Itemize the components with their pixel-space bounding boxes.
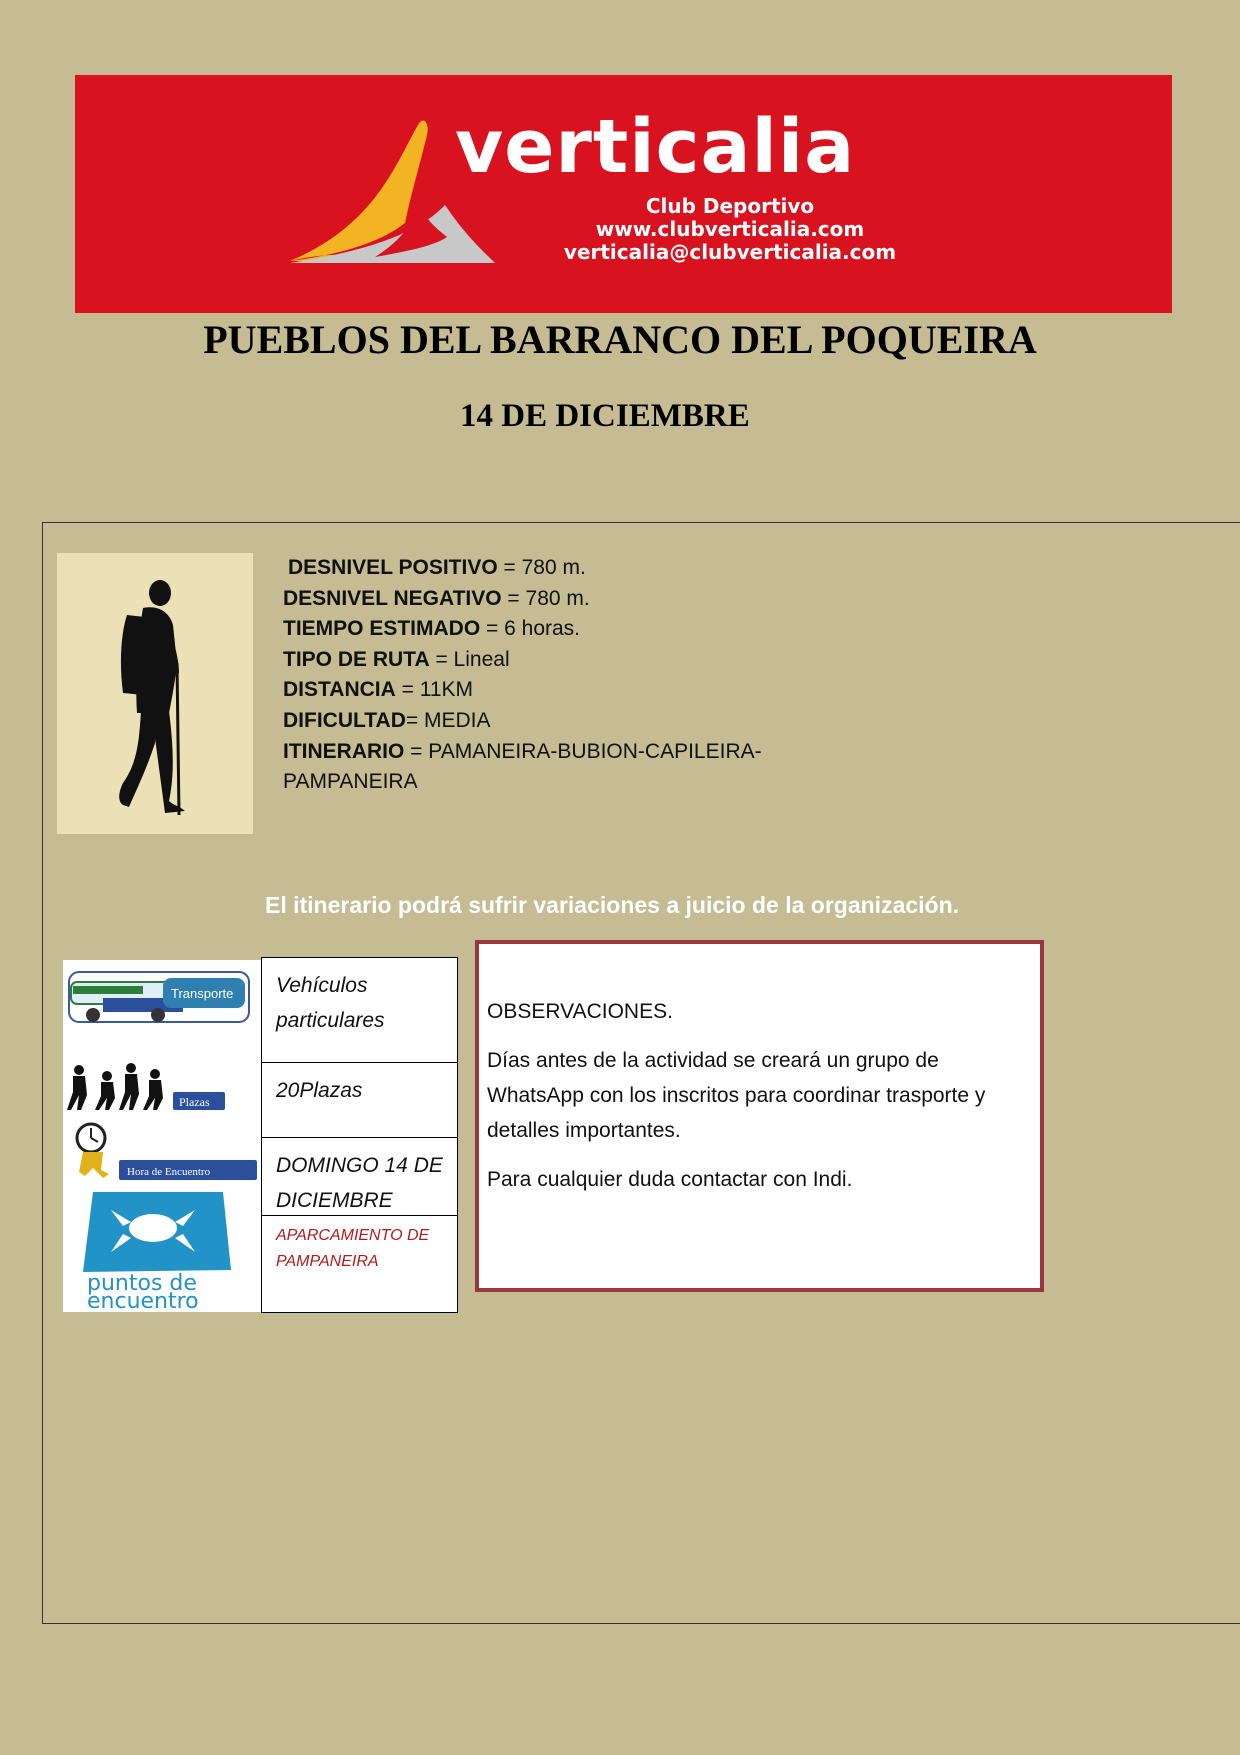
stat-value: = MEDIA — [405, 708, 491, 732]
itinerary-notice: El itinerario podrá sufrir variaciones a juicio de la organización. — [265, 892, 960, 918]
meeting-point-cell: APARCAMIENTO DE PAMPANEIRA — [276, 1227, 430, 1270]
meeting-time-cell: DOMINGO 14 DE DICIEMBRE — [262, 1138, 457, 1216]
meeting-time-icon-label: Hora de Encuentro — [127, 1166, 211, 1178]
stat-row — [283, 584, 762, 615]
route-stats — [283, 553, 762, 798]
stat-label: ITINERARIO — [283, 739, 405, 763]
stat-value: = 11KM — [395, 678, 474, 702]
stat-label: TIPO DE RUTA — [283, 647, 430, 671]
observations-paragraph: Días antes de la actividad se creará un grupo de WhatsApp con los inscritos para coordinar trasporte y detalles importantes. — [487, 1049, 986, 1142]
meeting-point-icon — [83, 1192, 231, 1312]
club-email: verticalia@clubverticalia.com — [563, 240, 897, 264]
meeting-point-icon-label-2: encuentro — [87, 1289, 199, 1312]
brand-name: verticalia — [455, 104, 856, 190]
stat-value: = 780 m. — [497, 556, 586, 579]
hikers-group-icon — [67, 1063, 225, 1110]
stat-row — [283, 706, 762, 737]
places-cell: 20Plazas — [262, 1063, 457, 1138]
transport-icon-label: Transporte — [171, 986, 234, 1001]
stat-row — [283, 675, 762, 706]
hiker-image — [57, 553, 253, 834]
info-table — [261, 957, 458, 1313]
stat-row — [283, 645, 762, 676]
stat-value: = Lineal — [429, 647, 510, 671]
page-title-text: PUEBLOS DEL BARRANCO DEL POQUEIRA — [203, 317, 1037, 362]
info-icons-column — [63, 960, 261, 1312]
observations-heading: OBSERVACIONES. — [487, 1000, 673, 1023]
stat-label: TIEMPO ESTIMADO — [283, 617, 481, 641]
transport-cell: Vehículos particulares — [262, 958, 457, 1063]
observations-contact: Para cualquier duda contactar con Indi. — [487, 1168, 853, 1191]
bus-icon — [69, 972, 249, 1022]
stat-label: DESNIVEL NEGATIVO — [283, 586, 502, 610]
stat-value: = PAMANEIRA-BUBION-CAPILEIRA- — [404, 739, 762, 763]
stat-value: = 6 horas. — [480, 617, 580, 641]
stat-row — [283, 553, 762, 584]
stat-continuation: PAMPANEIRA — [283, 770, 418, 794]
info-icons — [63, 960, 261, 1312]
observations-box — [475, 940, 1044, 1292]
clock-icon — [77, 1124, 257, 1180]
hiker-silhouette-icon — [57, 553, 253, 834]
stat-row — [283, 614, 762, 645]
event-date: 14 DE DICIEMBRE — [460, 398, 750, 434]
stat-value: = 780 m. — [501, 586, 590, 610]
page-title — [0, 316, 1240, 363]
club-tagline: Club Deportivo — [645, 194, 815, 218]
stat-label: DISTANCIA — [283, 678, 396, 702]
meeting-point-icon-label: puntos de — [87, 1271, 197, 1296]
stat-row — [283, 737, 762, 768]
stat-label: DESNIVEL POSITIVO — [288, 556, 498, 579]
places-icon-label: Plazas — [179, 1095, 210, 1109]
club-website: www.clubverticalia.com — [595, 217, 865, 241]
stat-label: DIFICULTAD — [283, 708, 406, 732]
